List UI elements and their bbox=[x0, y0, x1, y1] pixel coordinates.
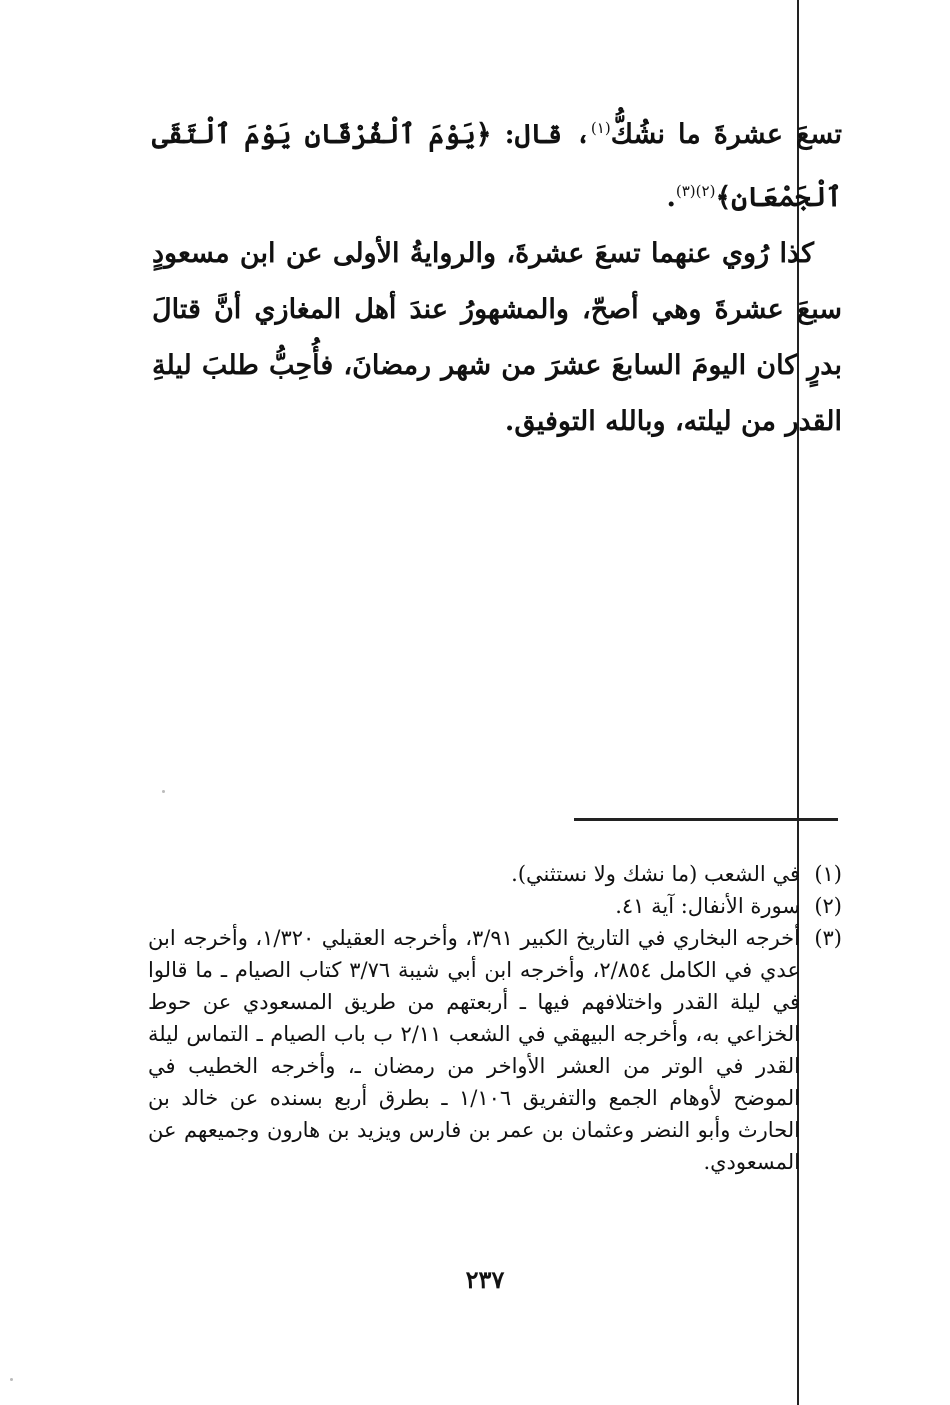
scan-speck bbox=[162, 790, 165, 793]
scan-speck bbox=[10, 1378, 13, 1381]
main-text bbox=[152, 100, 842, 450]
main-paragraph-2: كذا رُوي عنهما تسعَ عشرةَ، والروايةُ الأولى عن ابن مسعودٍ سبعَ عشرةَ وهي أصحّ، والمشهورُ عندَ أهل المغازي أنَّ قتالَ بدرٍ كان اليومَ السابعَ عشرَ من شهر رمضانَ، فأُحِبُّ طلبَ ليلةِ القدر من ليلته، وبالله التوفيق. bbox=[152, 238, 842, 437]
footnote-number: (١) bbox=[814, 862, 842, 886]
footnote-ref-2-3: (٢)(٣) bbox=[675, 182, 716, 200]
main-line1-text: تسعَ عشرةَ ما نشُكُّ bbox=[610, 119, 842, 150]
main-line1-end: . bbox=[666, 182, 676, 213]
footnote-3 bbox=[148, 922, 842, 1178]
main-line-1 bbox=[152, 100, 842, 226]
page-number: ٢٣٧ bbox=[465, 1265, 505, 1294]
footnote-text: في الشعب (ما نشك ولا نستثني). bbox=[511, 862, 800, 886]
footnote-1 bbox=[148, 858, 842, 890]
footnote-text: سورة الأنفال: آية ٤١. bbox=[615, 894, 800, 918]
quran-verse: ﴿يَوْمَ ٱلْفُرْقَانِ يَوْمَ ٱلْتَقَى ٱلْجَمْعَانِ﴾ bbox=[152, 119, 842, 213]
footnote-separator bbox=[574, 818, 838, 821]
footnote-ref-1: (١) bbox=[590, 119, 611, 137]
footnote-2 bbox=[148, 890, 842, 922]
main-line1-said: ، قال: bbox=[491, 119, 591, 150]
footnote-number: (٢) bbox=[814, 894, 842, 918]
footnotes bbox=[148, 858, 842, 1178]
footnote-text: أخرجه البخاري في التاريخ الكبير ٣/٩١، وأخرجه العقيلي ١/٣٢٠، وأخرجه ابن عدي في الكامل ٢/٨٥٤، وأخرجه ابن أبي شيبة ٣/٧٦ كتاب الصيام ـ ما قالوا في ليلة القدر واختلافهم فيها ـ أربعتهم من طريق المسعودي عن حوط الخزاعي به، وأخرجه البيهقي في الشعب ٢/١١ ب باب الصيام ـ التماس ليلة القدر في الوتر من العشر الأواخر من رمضان ـ، وأخرجه الخطيب في الموضح لأوهام الجمع والتفريق ١/١٠٦ ـ بطرق أربع بسنده عن خالد بن الحارث وأبو النضر وعثمان بن عمر بن فارس ويزيد بن هارون وجميعهم عن المسعودي. bbox=[148, 926, 800, 1174]
footnote-number: (٣) bbox=[814, 926, 842, 950]
